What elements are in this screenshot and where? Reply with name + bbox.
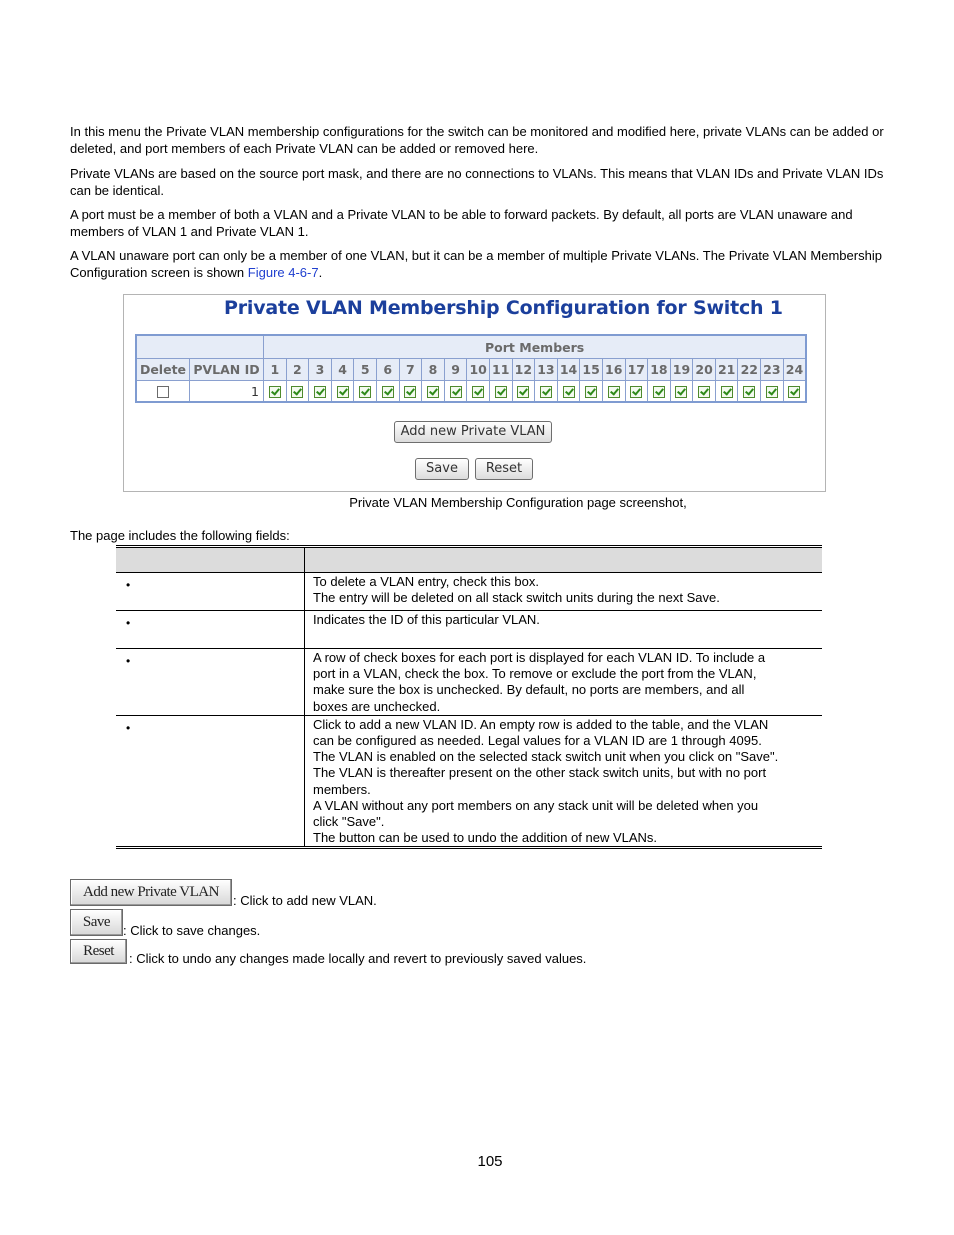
port-header-23: 23 (761, 359, 784, 381)
legend-save-button[interactable]: Save (70, 909, 123, 936)
port-checkbox-1[interactable] (269, 386, 281, 398)
port-checkbox-6[interactable] (382, 386, 394, 398)
port-cell-5 (354, 381, 377, 403)
legend-reset-button[interactable]: Reset (70, 939, 127, 964)
field-description-cell (305, 649, 823, 716)
port-cell-4 (331, 381, 354, 403)
port-header-22: 22 (738, 359, 761, 381)
port-header-3: 3 (309, 359, 332, 381)
port-header-8: 8 (422, 359, 445, 381)
port-cell-14 (557, 381, 580, 403)
port-checkbox-12[interactable] (517, 386, 529, 398)
port-cell-21 (715, 381, 738, 403)
reset-button[interactable]: Reset (475, 458, 533, 480)
port-header-2: 2 (286, 359, 309, 381)
port-checkbox-17[interactable] (630, 386, 642, 398)
save-button[interactable]: Save (415, 458, 469, 480)
port-cell-12 (512, 381, 535, 403)
table-row (116, 715, 822, 848)
field-name-cell (116, 715, 305, 848)
port-checkbox-15[interactable] (585, 386, 597, 398)
fields-intro: The page includes the following fields: (70, 528, 290, 543)
table-row (136, 381, 806, 403)
port-checkbox-19[interactable] (675, 386, 687, 398)
port-checkbox-16[interactable] (608, 386, 620, 398)
description-line: The VLAN is thereafter present on the other stack switch units, but with no port (313, 765, 767, 781)
port-cell-15 (580, 381, 603, 403)
table-row (116, 573, 822, 611)
delete-cell (136, 381, 190, 403)
paragraph-4-end: . (318, 264, 323, 280)
port-cell-11 (489, 381, 512, 403)
description-line: The VLAN is enabled on the selected stack switch unit when you click on "Save". (313, 749, 779, 765)
port-header-21: 21 (715, 359, 738, 381)
fields-table (116, 545, 822, 849)
port-header-18: 18 (648, 359, 671, 381)
port-checkbox-7[interactable] (404, 386, 416, 398)
pvlan-id-column-header: PVLAN ID (190, 359, 264, 381)
field-description-cell (305, 573, 823, 611)
field-description-cell (305, 715, 823, 848)
description-line: port in a VLAN, check the box. To remove or exclude the port from the VLAN, (313, 666, 757, 682)
description-line: The button can be used to undo the addition of new VLANs. (313, 830, 658, 846)
port-header-12: 12 (512, 359, 535, 381)
description-line: boxes are unchecked. (313, 698, 441, 714)
delete-checkbox[interactable] (157, 386, 169, 398)
figure-caption: Private VLAN Membership Configuration page screenshot, (349, 495, 687, 510)
table-row (116, 649, 822, 716)
description-line: Click to add a new VLAN ID. An empty row is added to the table, and the VLAN (313, 716, 769, 732)
port-cell-24 (783, 381, 806, 403)
bullet: • (126, 616, 131, 630)
port-header-7: 7 (399, 359, 422, 381)
port-cell-8 (422, 381, 445, 403)
port-checkbox-18[interactable] (653, 386, 665, 398)
port-cell-20 (693, 381, 716, 403)
port-cell-13 (535, 381, 558, 403)
port-cell-9 (444, 381, 467, 403)
bullet: • (126, 720, 131, 735)
port-header-24: 24 (783, 359, 806, 381)
blank-header (136, 335, 264, 359)
intro-paragraph-4 (70, 248, 890, 281)
legend-add-button[interactable]: Add new Private VLAN (70, 879, 232, 906)
port-header-10: 10 (467, 359, 490, 381)
description-line: members. (313, 781, 371, 797)
description-line: The entry will be deleted on all stack switch units during the next Save. (313, 590, 720, 606)
port-header-15: 15 (580, 359, 603, 381)
pvlan-table (135, 334, 807, 403)
legend-reset-text: : Click to undo any changes made locally and revert to previously saved values. (129, 951, 587, 966)
port-members-header: Port Members (264, 335, 807, 359)
delete-column-header: Delete (136, 359, 190, 381)
legend-save-text: : Click to save changes. (123, 923, 261, 938)
description-line: click "Save". (313, 814, 385, 830)
intro-paragraph-1: In this menu the Private VLAN membership configurations for the switch can be monitored and modified here, private VLANs can be added or deleted, and port members of each Private VLAN can be added or removed here. (70, 124, 884, 156)
description-line: A row of check boxes for each port is displayed for each VLAN ID. To include a (313, 650, 766, 665)
paragraph-4-text: A VLAN unaware port can only be a member of one VLAN, but it can be a member of multiple Private VLANs. The Private VLAN Membership Configuration screen is shown (70, 248, 882, 280)
figure-link[interactable]: Figure 4-6-7 (247, 264, 319, 280)
port-checkbox-10[interactable] (472, 386, 484, 398)
port-header-14: 14 (557, 359, 580, 381)
port-checkbox-3[interactable] (314, 386, 326, 398)
intro-paragraph-2: Private VLANs are based on the source port mask, and there are no connections to VLANs. This means that VLAN IDs and Private VLAN IDs can be identical. (70, 166, 884, 198)
port-header-17: 17 (625, 359, 648, 381)
port-checkbox-20[interactable] (698, 386, 710, 398)
add-private-vlan-button[interactable]: Add new Private VLAN (394, 421, 552, 443)
port-checkbox-11[interactable] (495, 386, 507, 398)
object-column-header (116, 547, 305, 573)
field-name-cell (116, 573, 305, 611)
intro-paragraph-3: A port must be a member of both a VLAN and a Private VLAN to be able to forward packets. By default, all ports are VLAN unaware and members of VLAN 1 and Private VLAN 1. (70, 207, 853, 239)
port-cell-18 (648, 381, 671, 403)
description-line: make sure the box is unchecked. By default, no ports are members, and all (313, 682, 745, 698)
screenshot-figure (123, 294, 826, 492)
port-checkbox-2[interactable] (291, 386, 303, 398)
port-cell-6 (376, 381, 399, 403)
description-line: To delete a VLAN entry, check this box. (313, 574, 539, 589)
port-cell-16 (602, 381, 625, 403)
figure-title: Private VLAN Membership Configuration for Switch 1 (224, 297, 783, 319)
port-header-5: 5 (354, 359, 377, 381)
port-cell-10 (467, 381, 490, 403)
port-checkbox-23[interactable] (766, 386, 778, 398)
port-cell-3 (309, 381, 332, 403)
bullet: • (126, 578, 131, 592)
port-cell-1 (264, 381, 287, 403)
port-header-4: 4 (331, 359, 354, 381)
port-cell-22 (738, 381, 761, 403)
port-checkbox-9[interactable] (450, 386, 462, 398)
port-header-11: 11 (489, 359, 512, 381)
description-line: Indicates the ID of this particular VLAN. (313, 612, 540, 627)
field-name-cell (116, 649, 305, 716)
port-header-16: 16 (602, 359, 625, 381)
port-header-1: 1 (264, 359, 287, 381)
port-checkbox-8[interactable] (427, 386, 439, 398)
port-cell-19 (670, 381, 693, 403)
page-number: 105 (477, 1153, 503, 1170)
description-line: can be configured as needed. Legal values for a VLAN ID are 1 through 4095. (313, 733, 762, 749)
field-name-cell (116, 611, 305, 649)
port-cell-2 (286, 381, 309, 403)
port-checkbox-21[interactable] (721, 386, 733, 398)
description-column-header (305, 547, 823, 573)
bullet: • (126, 654, 131, 668)
port-header-6: 6 (376, 359, 399, 381)
port-header-19: 19 (670, 359, 693, 381)
port-checkbox-22[interactable] (743, 386, 755, 398)
port-checkbox-5[interactable] (359, 386, 371, 398)
port-cell-17 (625, 381, 648, 403)
port-cell-7 (399, 381, 422, 403)
port-checkbox-13[interactable] (540, 386, 552, 398)
port-header-20: 20 (693, 359, 716, 381)
port-checkbox-14[interactable] (563, 386, 575, 398)
field-description-cell (305, 611, 823, 649)
pvlan-id-value: 1 (190, 381, 264, 403)
description-line: A VLAN without any port members on any stack unit will be deleted when you (313, 797, 759, 813)
legend-add-text: : Click to add new VLAN. (233, 893, 377, 908)
port-checkbox-24[interactable] (788, 386, 800, 398)
table-row (116, 611, 822, 649)
port-checkbox-4[interactable] (337, 386, 349, 398)
port-header-13: 13 (535, 359, 558, 381)
port-header-9: 9 (444, 359, 467, 381)
port-cell-23 (761, 381, 784, 403)
